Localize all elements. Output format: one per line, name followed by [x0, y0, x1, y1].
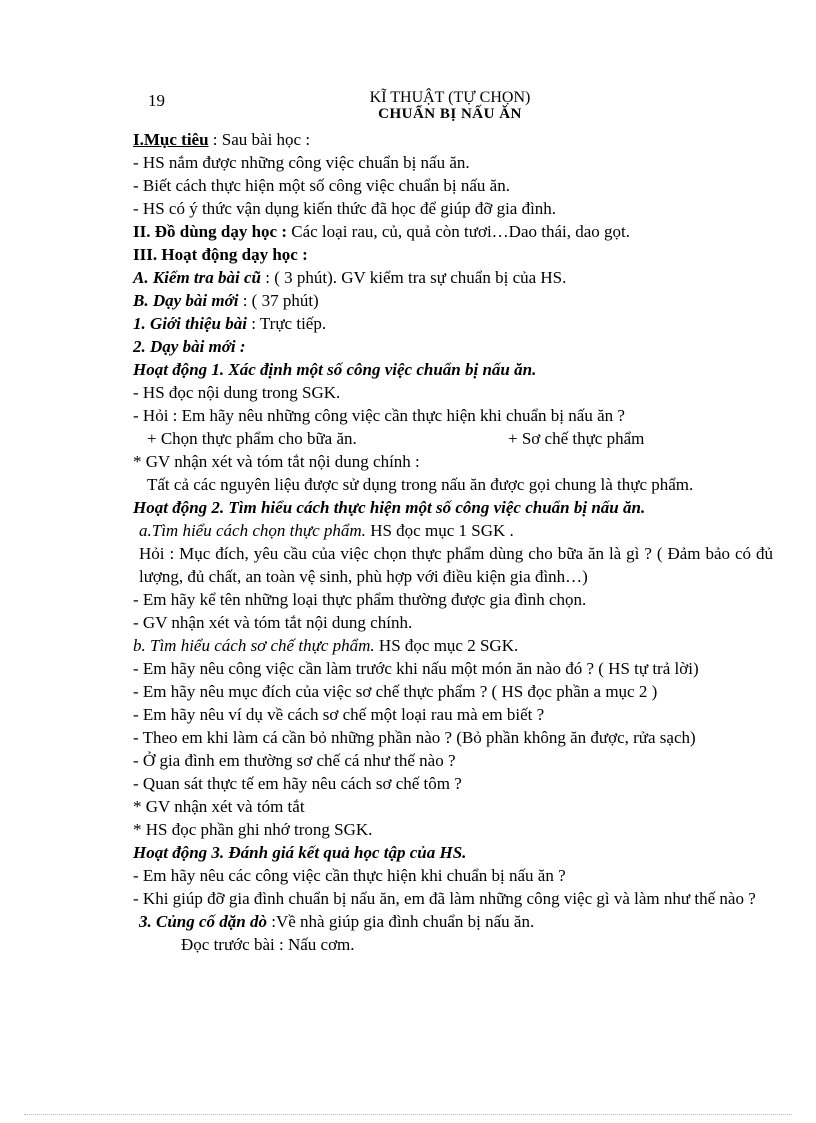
hd2-a-label: a.Tìm hiểu cách chọn thực phẩm.	[139, 521, 366, 540]
hd2-line-6: - Theo em khi làm cá cần bỏ những phần nào ? (Bỏ phần không ăn được, rửa sạch)	[133, 728, 696, 747]
document-body	[133, 128, 773, 956]
header-title-block	[330, 90, 570, 122]
gioi-thieu-line	[133, 312, 773, 335]
day-bai-moi-2-heading: 2. Dạy bài mới :	[133, 337, 246, 356]
gioi-thieu-text: : Trực tiếp.	[246, 314, 327, 333]
cung-co-line	[133, 910, 773, 933]
hd3-line-2: - Khi giúp đỡ gia đình chuẩn bị nấu ăn, em đã làm những công việc gì và làm như thế nào ?	[133, 889, 756, 908]
muc-tieu-heading	[133, 128, 773, 151]
day-bai-moi-line	[133, 289, 773, 312]
hd2-b-line	[133, 634, 773, 657]
hd2-line-5: - Em hãy nêu ví dụ về cách sơ chế một loại rau mà em biết ?	[133, 705, 545, 724]
hd2-line-2: - GV nhận xét và tóm tắt nội dung chính.	[133, 613, 413, 632]
hd1-line-5: Tất cả các nguyên liệu được sử dụng trong nấu ăn được gọi chung là thực phẩm.	[147, 475, 694, 494]
hd2-line-10: * HS đọc phần ghi nhớ trong SGK.	[133, 820, 373, 839]
subject-title: KĨ THUẬT (TỰ CHỌN)	[369, 89, 531, 106]
hd2-b-label: b. Tìm hiểu cách sơ chế thực phẩm.	[133, 636, 375, 655]
hd2-line-8: - Quan sát thực tế em hãy nêu cách sơ chế tôm ?	[133, 774, 462, 793]
hd2-line-9: * GV nhận xét và tóm tắt	[133, 797, 305, 816]
hd2-b-text: HS đọc mục 2 SGK.	[374, 636, 519, 655]
hd2-line-7: - Ở gia đình em thường sơ chế cá như thế nào ?	[133, 751, 456, 770]
hd2-line-4: - Em hãy nêu mục đích của việc sơ chế thực phẩm ? ( HS đọc phần a mục 2 )	[133, 682, 658, 701]
do-dung-text: Các loại rau, củ, quả còn tươi…Dao thái, dao gọt.	[287, 222, 630, 241]
hd2-question: Hỏi : Mục đích, yêu cầu của việc chọn thực phẩm dùng cho bữa ăn là gì ? ( Đảm bảo có đủ lượng, đủ chất, an toàn vệ sinh, phù hợp với điều kiện gia đình…)	[139, 544, 773, 586]
hd1-line-4: * GV nhận xét và tóm tắt nội dung chính :	[133, 452, 420, 471]
kiem-tra-line	[133, 266, 773, 289]
muc-tieu-item-1: - HS nắm được những công việc chuẩn bị nấu ăn.	[133, 153, 470, 172]
cung-co-text: :Về nhà giúp gia đình chuẩn bị nấu ăn.	[267, 912, 535, 931]
day-bai-moi-label: B. Dạy bài mới	[133, 291, 239, 310]
kiem-tra-text: : ( 3 phút). GV kiểm tra sự chuẩn bị của HS.	[260, 268, 567, 287]
muc-tieu-item-2: - Biết cách thực hiện một số công việc chuẩn bị nấu ăn.	[133, 176, 510, 195]
cung-co-label: 3. Củng cố dặn dò	[139, 912, 267, 931]
hd1-line-2: - Hỏi : Em hãy nêu những công việc cần thực hiện khi chuẩn bị nấu ăn ?	[133, 406, 625, 425]
hd1-heading: Hoạt động 1. Xác định một số công việc chuẩn bị nấu ăn.	[133, 360, 537, 379]
hoat-dong-heading: III. Hoạt động dạy học :	[133, 245, 308, 264]
page-divider	[24, 1114, 792, 1115]
hd2-a-text: HS đọc mục 1 SGK .	[365, 521, 514, 540]
hd3-heading: Hoạt động 3. Đánh giá kết quả học tập của HS.	[133, 843, 467, 862]
do-dung-line	[133, 220, 773, 243]
hd1-option-a: + Chọn thực phẩm cho bữa ăn.	[147, 429, 357, 448]
hd1-option-b: + Sơ chế thực phẩm	[508, 429, 645, 448]
muc-tieu-label: I.Mục tiêu	[133, 130, 209, 149]
hd2-line-3: - Em hãy nêu công việc cần làm trước khi nấu một món ăn nào đó ? ( HS tự trả lời)	[133, 659, 699, 678]
hd1-line-3	[133, 427, 773, 450]
muc-tieu-intro: : Sau bài học :	[208, 130, 311, 149]
do-dung-heading: II. Đồ dùng dạy học :	[133, 222, 287, 241]
hd3-line-1: - Em hãy nêu các công việc cần thực hiện khi chuẩn bị nấu ăn ?	[133, 866, 566, 885]
hd2-line-1: - Em hãy kể tên những loại thực phẩm thường được gia đình chọn.	[133, 590, 587, 609]
hd1-line-1: - HS đọc nội dung trong SGK.	[133, 383, 341, 402]
muc-tieu-item-3: - HS có ý thức vận dụng kiến thức đã học để giúp đỡ gia đình.	[133, 199, 557, 218]
lesson-number: 19	[148, 91, 165, 110]
lesson-title: CHUẨN BỊ NẤU ĂN	[378, 106, 522, 122]
kiem-tra-label: A. Kiểm tra bài cũ	[133, 268, 261, 287]
hd2-a-line	[133, 519, 773, 542]
hd2-heading: Hoạt động 2. Tìm hiểu cách thực hiện một số công việc chuẩn bị nấu ăn.	[133, 498, 646, 517]
gioi-thieu-label: 1. Giới thiệu bài	[133, 314, 247, 333]
cung-co-next: Đọc trước bài : Nấu cơm.	[181, 935, 355, 954]
day-bai-moi-text: : ( 37 phút)	[238, 291, 319, 310]
